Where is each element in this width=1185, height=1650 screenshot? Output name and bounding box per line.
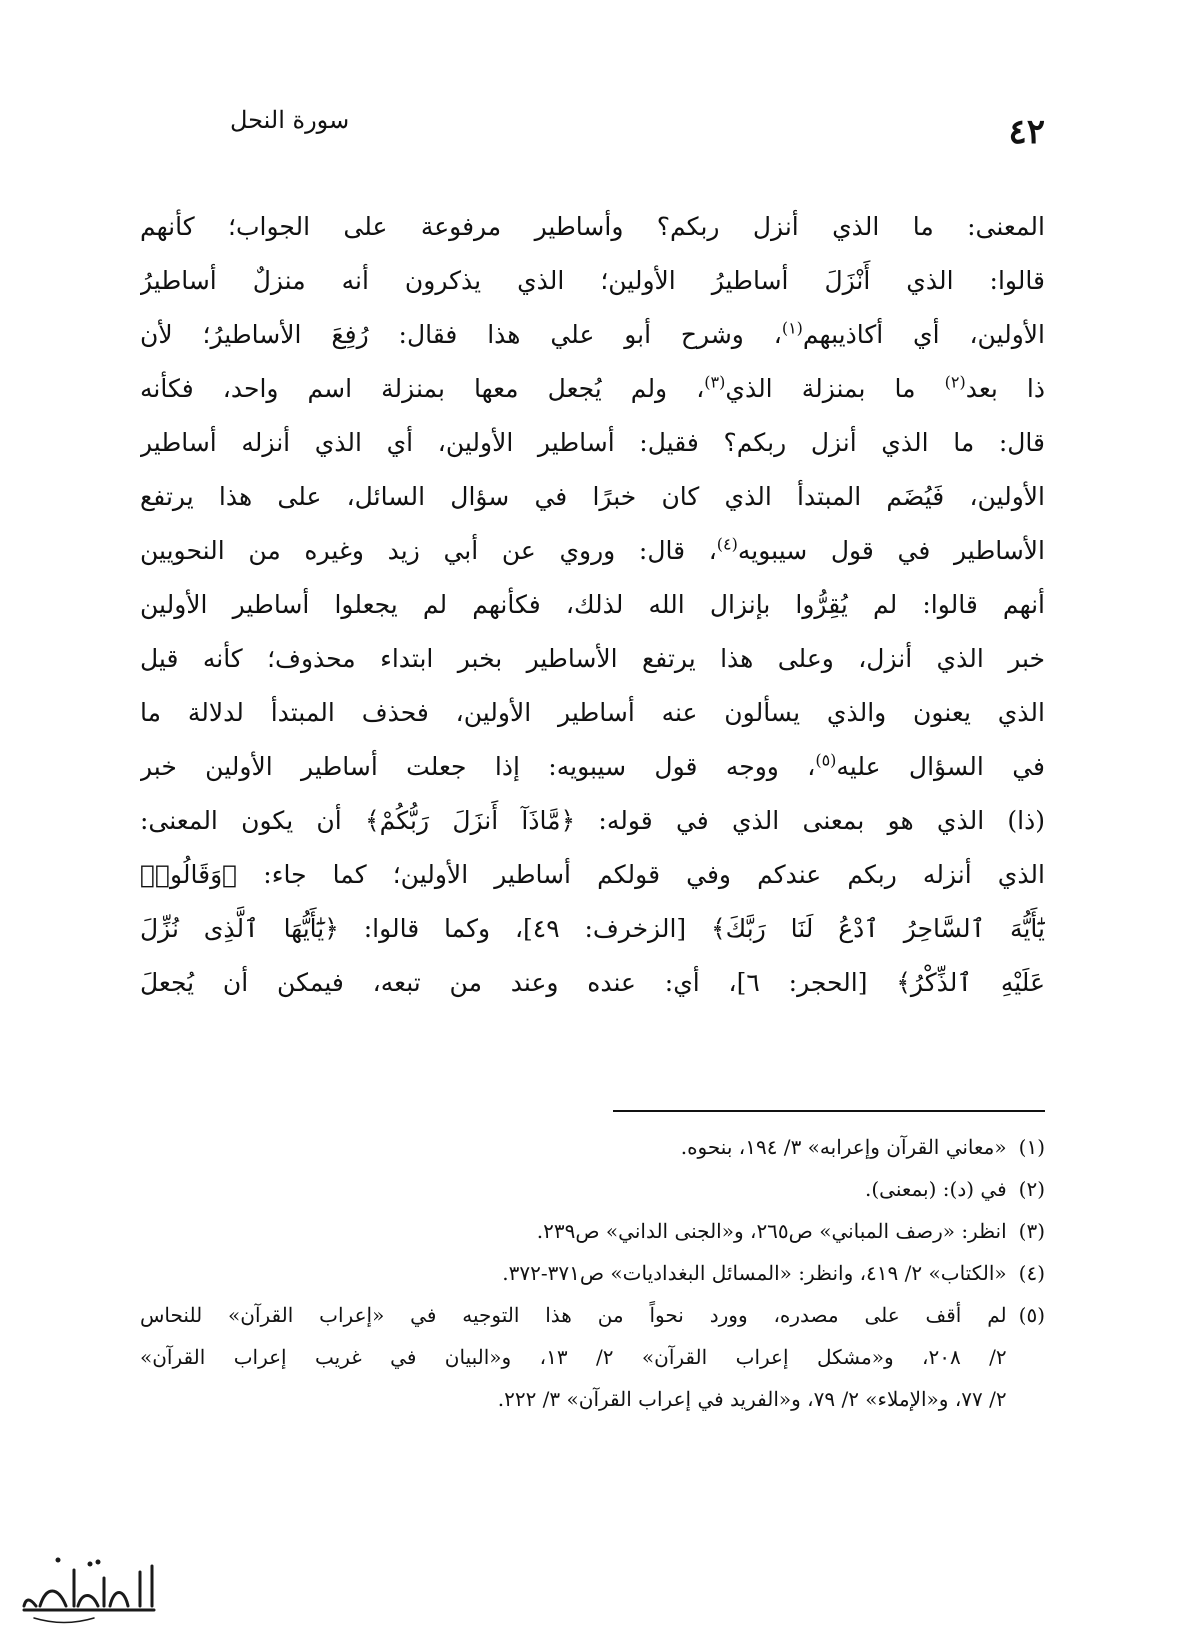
- running-title: سورة النحل: [230, 106, 350, 134]
- text-line: الأساطير في قول سيبويه$^{(٤)}$، قال: وروي عن أبي زيد وغيره من النحويين: [140, 534, 1045, 565]
- footnote-text: «الكتاب» ٢/ ٤١٩، وانظر: «المسائل البغداديات» ص٣٧١-٣٧٢.: [502, 1261, 1007, 1285]
- footnote-text: في (د): (بمعنى).: [864, 1177, 1007, 1201]
- text-line: خبر الذي أنزل، وعلى هذا يرتفع الأساطير بخبر ابتداء محذوف؛ كأنه قيل: [140, 644, 1045, 673]
- footnote-number: (٢): [1018, 1177, 1045, 1201]
- footnote-3: [140, 1210, 1045, 1252]
- text-line: في السؤال عليه$^{(٥)}$، ووجه قول سيبويه: إذا جعلت أساطير الأولين خبر: [140, 750, 1045, 781]
- footnote-number: (١): [1018, 1135, 1045, 1159]
- text-line: يَٰٓأَيُّهَ ٱلسَّاحِرُ ٱدْعُ لَنَا رَبَّكَ﴾ [الزخرف: ٤٩]، وكما قالوا: ﴿يَٰٓأَيُّهَا ٱلَّذِى نُزِّلَ: [140, 914, 1045, 943]
- footnote-text: «معاني القرآن وإعرابه» ٣/ ١٩٤، بنحوه.: [680, 1135, 1007, 1159]
- text-line: ذا بعد$^{(٢)}$ ما بمنزلة الذي$^{(٣)}$، ولم يُجعل معها بمنزلة اسم واحد، فكأنه: [140, 372, 1045, 403]
- page-number: ٤٢: [1008, 112, 1045, 152]
- footnote-number: (٥): [1018, 1303, 1045, 1327]
- footnote-text: ٢/ ٢٠٨، و«مشكل إعراب القرآن» ٢/ ١٣، و«البيان في غريب إعراب القرآن»: [140, 1345, 1007, 1369]
- text-line: المعنى: ما الذي أنزل ربكم؟ وأساطير مرفوعة على الجواب؛ كأنهم: [140, 212, 1045, 241]
- text-line: الأولين، أي أكاذيبهم$^{(١)}$، وشرح أبو علي هذا فقال: رُفِعَ الأساطيرُ؛ لأن: [140, 318, 1045, 349]
- footnote-4: [140, 1252, 1045, 1294]
- footnote-ref[interactable]: (٥): [815, 750, 837, 770]
- text-line: أنهم قالوا: لم يُقِرُّوا بإنزال الله لذلك، فكأنهم لم يجعلوا أساطير الأولين: [140, 590, 1045, 619]
- footnote-1: [140, 1126, 1045, 1168]
- footnote-number: (٤): [1018, 1261, 1045, 1285]
- footnotes: [140, 1126, 1045, 1420]
- footnote-ref[interactable]: (٣): [704, 372, 726, 392]
- footnote-ref[interactable]: (٤): [716, 534, 738, 554]
- footnote-divider: [613, 1110, 1045, 1112]
- publisher-logo: [14, 1548, 164, 1638]
- footnote-ref[interactable]: (٢): [944, 372, 966, 392]
- main-text: [140, 200, 1045, 1010]
- text-line: الذي أنزله ربكم عندكم وفي قولكم أساطير الأولين؛ كما جاء: ﴿وَقَالُوا۟: [140, 860, 1045, 889]
- text-line: عَلَيْهِ ٱلذِّكْرُ﴾ [الحجر: ٦]، أي: عنده وعند من تبعه، فيمكن أن يُجعلَ: [140, 968, 1045, 997]
- footnote-text: لم أقف على مصدره، وورد نحواً من هذا التوجيه في «إعراب القرآن» للنحاس: [140, 1303, 1007, 1327]
- footnote-5: [140, 1294, 1045, 1420]
- text-line: قال: ما الذي أنزل ربكم؟ فقيل: أساطير الأولين، أي الذي أنزله أساطير: [140, 428, 1045, 457]
- text-line: الذي يعنون والذي يسألون عنه أساطير الأولين، فحذف المبتدأ لدلالة ما: [140, 698, 1045, 727]
- footnote-2: [140, 1168, 1045, 1210]
- page-header: [140, 98, 1045, 158]
- text-line: (ذا) الذي هو بمعنى الذي في قوله: ﴿مَّاذَآ أَنزَلَ رَبُّكُمْ﴾ أن يكون المعنى:: [140, 806, 1045, 835]
- text-line: الأولين، فَيُضَم المبتدأ الذي كان خبرًا في سؤال السائل، على هذا يرتفع: [140, 482, 1045, 511]
- text-line: قالوا: الذي أَنْزَلَ أساطيرُ الأولين؛ الذي يذكرون أنه منزلٌ أساطيرُ: [140, 266, 1045, 295]
- footnote-text: انظر: «رصف المباني» ص٢٦٥، و«الجنى الداني» ص٢٣٩.: [536, 1219, 1007, 1243]
- footnote-number: (٣): [1018, 1219, 1045, 1243]
- footnote-text: ٢/ ٧٧، و«الإملاء» ٢/ ٧٩، و«الفريد في إعراب القرآن» ٣/ ٢٢٢.: [497, 1387, 1007, 1411]
- footnote-ref[interactable]: (١): [781, 318, 803, 338]
